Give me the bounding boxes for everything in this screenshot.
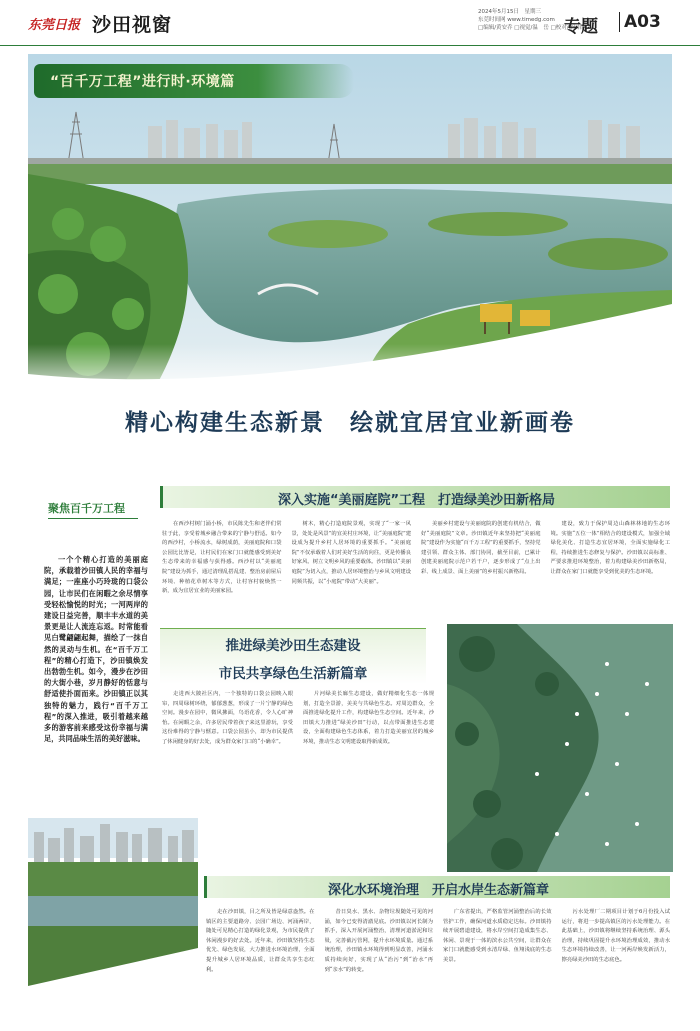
article3-column: 广东省提出，严格监管河涌整治后的长效管护工作，确保河道水质稳定达标。沙田镇持续开展碧道建设，将水岸空间打造成集生态、休闲、景观于一体的滨水公共空间，让群众在家门口就能感受到水清岸绿、鱼翔浅底的生态美景。 [443, 909, 552, 963]
hero-wetland-photo [28, 54, 672, 400]
article3-column: 污水处理厂二期项目计划于6月份投入试运行，将进一步提高镇区的污水处理能力。在此基础上，沙田镇将继续坚持系统治理、源头治理，持续巩固提升水环境治理成效，推动水生态环境持续改善，让一河两岸焕发新活力，擦亮绿美沙田的生态底色。 [561, 909, 670, 963]
article1-column: 树木，精心打造庭院景观，实现了“一家一风景，处处是风景”的宜美村庄环境，让“美丽庭院”建设成为提升乡村人居环境的重要抓手。“美丽庭院”不仅承载着人们对美好生活的向往，更是传播良好家风、树立文明乡风的重要载体。沙田镇以“美丽庭院”为切入点，推动人居环境整治与乡风文明建设同频共振，以“小庭院”带动“大美丽”。 [291, 521, 411, 585]
article1-title-bar [160, 486, 670, 508]
newspaper-logo: 东莞日报 [28, 17, 81, 32]
article3-title-bar [204, 876, 670, 898]
article1-column: 在西沙村树门涌小桥，市民陈先生和老伴们常驻于此，享受着城乡融合带来的宁静与舒适。如今的西沙村，小桥流水，绿树成荫，美丽庭院和口袋公园比比皆是，让村民们在家门口就能感受到美好生态带来的幸福感与获得感。西沙村以“美丽庭院”建设为抓手，通过清理乱搭乱建、整治房前屋后环境、种植花草树木等方式，让村容村貌焕然一新，成为宜居宜业的美丽家园。 [162, 521, 282, 595]
article2-title [168, 632, 418, 682]
page-headline: 精心构建生态新景 绘就宜居宜业新画卷 [125, 410, 575, 436]
issue-site: 东莞时间网 www.timedg.com [478, 17, 555, 23]
article2-body [162, 690, 434, 866]
article1-column: 美丽乡村建设与美丽庭院的创建有机结合，做好“美丽庭院”文章。沙田镇近年来坚持把“美丽庭院”建设作为实施“百千万工程”的重要抓手，坚持党建引领、群众主体、部门协同，截至目前，已累计创建美丽庭院示范户若干户，逐步形成了“点上出彩、线上成景、面上美丽”的乡村振兴新格局。 [421, 521, 541, 575]
page-header [0, 0, 700, 46]
aerial-photo-drawing [447, 624, 673, 872]
article3-column: 走在沙田镇，目之所及皆是绿意盎然。在镇区的主要道路旁、公园广场边、河涌两岸，随处可见精心打造的绿化景观，为市民提供了休闲漫步的好去处。近年来，沙田镇坚持生态优先、绿色发展，大力推进水环境治理，全面提升城乡人居环境品质，让群众共享生态红利。 [206, 909, 315, 973]
series-banner-text: “百千万工程”进行时·环境篇 [50, 74, 235, 90]
sidebar-intro-text: 一个个精心打造的美丽庭院，承载着沙田镇人民的幸福与满足；一座座小巧玲珑的口袋公园，让市民们在闲暇之余尽情享受轻松愉悦的时光；一河两岸的建设日益完善，顺丰丰水道的美景更是让人流连忘返。时常能看见白鹭翩翩起舞，描绘了一抹自然的灵动与生机。在“百千万工程”的精心打造下，沙田镇焕发出勃勃生机。如今，漫步在沙田的大街小巷，岁月静好的恬意与舒适使扑面而来。沙田镇正以其独特的魅力，践行“百千万工程”的深入推进，吸引着越来越多的游客前来感受这份幸福与满足，共同品味生活的美好滋味。 [44, 555, 148, 744]
article2-title-line2: 市民共享绿色生活新篇章 [218, 666, 368, 682]
riverside-city-photo [28, 798, 198, 1016]
article3-title: 深化水环境治理 开启水岸生态新篇章 [327, 883, 549, 898]
page-prefix: A [624, 12, 638, 32]
aerial-river-photo [447, 624, 673, 872]
article2-column: 片河绿美长廊生态建设，做好精细化生态一体规划，打造全景游，美美与共绿色生态。对周边群众，全面推进绿化提升工作，构建绿色生态空间。近年来，沙田镇大力推进“绿美沙田”行动，以点带面推进生态建设，全面构建绿色生态体系，着力打造美丽宜居的城乡环境，推动生态文明建设取得新成效。 [303, 691, 434, 745]
article3-body [206, 908, 670, 1020]
article1-title: 深入实施“美丽庭院”工程 打造绿美沙田新格局 [277, 493, 556, 508]
series-banner [34, 64, 354, 98]
hero-photo-drawing [28, 54, 672, 400]
sidebar-divider [48, 518, 138, 519]
special-label: 专题 [564, 17, 598, 37]
page-number [615, 12, 661, 32]
article2-column: 走进西大陂社区内，一个独特的口袋公园映入眼帘，四周绿树环绕，郁郁葱葱，形成了一片宁静的绿色空间。漫步在园中，微风拂面，鸟语花香，令人心旷神怡。在闲暇之余，许多居民带着孩子来这里游玩，享受这份难得的宁静与惬意。口袋公园虽小，却为市民提供了休闲健身的好去处，成为群众家门口的“小确幸”。 [162, 691, 293, 745]
section-title: 沙田视窗 [92, 14, 173, 36]
city-photo-drawing [28, 798, 198, 1016]
page-digits: 03 [637, 12, 661, 32]
article1-column: 建设，致力于保护周边山森林林地的生态环境。实施“五位一体”相结合的建设模式，加强全域绿化美化、打造生态宜居环境，全面实施绿化工程，持续推进生态修复与保护。沙田镇以高标准、严要求推进环境整治，着力构建绿美沙田新格局，让群众在家门口就能享受到优美的生态环境。 [550, 521, 670, 575]
sidebar-title: 聚焦百千万工程 [48, 502, 125, 515]
article3-column: 昔日臭水、黑水、杂物垃圾随处可见的河涌，如今已变得清澈见底。沙田镇以河长制为抓手，深入开展河涌整治，清理河道淤泥和垃圾，完善截污管网，提升水环境质量。通过系统治理，沙田镇水环境得到明显改善，河涌水质持续向好，实现了从“治污”到“治水”再到“亲水”的转变。 [324, 909, 433, 973]
issue-date: 2024年5月15日 星期三 [478, 9, 541, 15]
article2-title-line1: 推进绿美沙田生态建设 [225, 638, 361, 654]
issue-staff: □编辑/黄安乔 □视觉/温 岳 □校对/张国锋 [478, 25, 586, 31]
article1-body [162, 520, 670, 616]
